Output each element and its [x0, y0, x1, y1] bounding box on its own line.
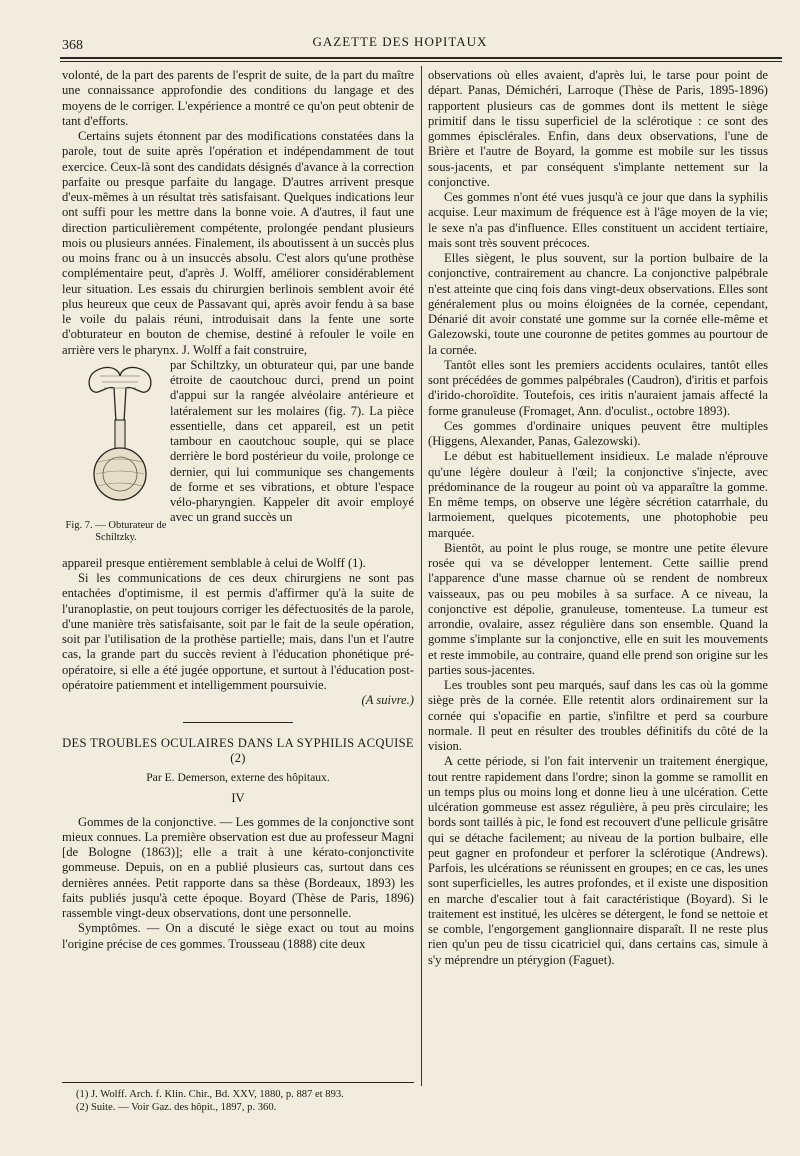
- footnotes: [62, 1088, 414, 1114]
- paragraph: Le début est habituellement insidieux. Le malade n'éprouve qu'une légère douleur à l'œil; la conjonctive s'injecte, avec prédominance de la rougeur au point où va apparaître la gomme. En même temps, on observe une légère sécrétion catarrhale, du larmoiement, quelques picotements, une photophobie peu marquée.: [428, 449, 768, 540]
- section-numeral: IV: [231, 791, 245, 806]
- paragraph: observations où elles avaient, d'après lui, le tarse pour point de départ. Panas, Démichéri, Larroque (Thèse de Paris, 1895-1896) rapportent plusieurs cas de gommes dont ils mettent le siège primitif dans le tissu superficiel de la sclérotique : ce sont des gommes épisclérales. Enfin, dans deux observations, l'une de Brière et l'autre de Boyard, la gomme est mobile sur les tissus sous-jacents, et par conséquent s'implante nettement sur la conjonctive.: [428, 68, 768, 189]
- paragraph: Les troubles sont peu marqués, sauf dans les cas où la gomme siège près de la cornée. Elle retentit alors ordinairement sur la cornée qui s'opacifie en partie, s'infiltre et perd sa courbure normale. Il peut en résulter des troubles définitifs du côté de la vision.: [428, 678, 768, 753]
- footnote-rule: [62, 1082, 414, 1083]
- running-title: GAZETTE DES HOPITAUX: [312, 34, 488, 49]
- figure-caption: Fig. 7. — Obturateur de Schiltzky.: [65, 519, 167, 543]
- continued-note: (A suivre.): [361, 693, 414, 707]
- paragraph: Ces gommes d'ordinaire uniques peuvent être multiples (Higgens, Alexander, Panas, Galezowski).: [428, 418, 768, 448]
- paragraph: Gommes de la conjonctive. — Les gommes de la conjonctive sont mieux connues. La première observation est due au professeur Magni [de Bologne (1863)]; elle a trait à une kérato-conjonctivite gommeuse. Depuis, on en a publié plusieurs cas, surtout dans ces dernières années. Petit rapporte dans sa thèse (Bordeaux, 1893) les faits publiés jusqu'à cette époque. Boyard (Thèse de Paris, 1896) rassemble vingt-deux observations, dont une personnelle.: [62, 814, 414, 920]
- header-rule-thin: [60, 61, 782, 62]
- paragraph: Symptômes. — On a discuté le siège exact ou tout au moins l'origine précise de ces gommes. Trousseau (1888) cite deux: [62, 921, 414, 951]
- figure-side-text: [170, 358, 414, 556]
- header-rule: [60, 57, 782, 59]
- obturator-illustration: [80, 362, 160, 512]
- paragraph: Elles siègent, le plus souvent, sur la portion bulbaire de la conjonctive, contrairement au chancre. La conjonctive palpébrale n'est atteinte que cinq fois dans vingt-deux observations. Elles sont généralement plus ou moins éloignées de la cornée, cependant, Dénarié dit avoir constaté une gomme sur la cornée elle-même et Galezowski, toute une couronne de petites gommes au pourtour de la cornée.: [428, 251, 768, 357]
- paragraph: Si les communications de ces deux chirurgiens ne sont pas entachées d'optimisme, il est permis d'affirmer qu'à la suite de l'uranoplastie, on peut toujours corriger les défectuosités de la parole, d'une manière très satisfaisante, soit par le fait de la seule opération, soit par l'utilisation de la prothèse partielle; mais, dans l'un et l'autre cas, la grande part du succès revient à l'éducation phonétique pré-opératoire, si elle a été jugée opportune, et surtout à l'éducation post-opératoire patiemment et intelligemment poursuivie.: [62, 571, 414, 692]
- paragraph: Tantôt elles sont les premiers accidents oculaires, tantôt elles sont précédées de gommes palpébrales (Caudron), d'iritis et parfois d'irido-choroïdite. Toutefois, ces iritis n'auraient jamais affecté la forme granuleuse (Fromaget, Ann. d'oculist., octobre 1893).: [428, 357, 768, 418]
- byline: Par E. Demerson, externe des hôpitaux.: [146, 771, 330, 784]
- paragraph: A cette période, si l'on fait intervenir un traitement énergique, tout rentre rapidement dans l'ordre; sinon la gomme se ramollit en un temps plus ou moins long et donne lieu à une ulcération. Cette ulcération gommeuse est assez régulière, à peu près circulaire; les bords sont taillés à pic, le fond est recouvert d'une pellicule grisâtre qui se détache facilement; au niveau de la portion bulbaire, elle peut gagner en profondeur et perforer la sclérotique (Andrews). Parfois, les ulcérations se réunissent en groupes; en ce cas, les unes sont superficielles, les autres profondes, et il existe une disposition en marche d'escalier tout à fait caractéristique (Boyard). Si le traitement est institué, les ulcères se détergent, le fond se nettoie et se comble, l'engorgement ganglionnaire disparaît. Il ne reste plus rien qu'un peu de tissu cicatriciel qui, dans certains cas, simule à s'y méprendre un ptérygion (Faguet).: [428, 754, 768, 967]
- article-title: DES TROUBLES OCULAIRES DANS LA SYPHILIS ACQUISE (2): [62, 735, 414, 765]
- separator-ornament: [62, 714, 414, 729]
- figure-block: [62, 358, 414, 556]
- paragraph: appareil presque entièrement semblable à celui de Wolff (1).: [62, 555, 366, 570]
- footnote: (2) Suite. — Voir Gaz. des hôpit., 1897, p. 360.: [76, 1102, 277, 1114]
- paragraph: Ces gommes n'ont été vues jusqu'à ce jour que dans la syphilis acquise. Leur maximum de fréquence est à l'âge moyen de la vie; le sexe n'a pas d'influence. Elles constituent un accident tertiaire, mais sont très souvent précoces.: [428, 190, 768, 250]
- left-column: [62, 68, 414, 952]
- right-column: [428, 68, 768, 968]
- footnote: (1) J. Wolff. Arch. f. Klin. Chir., Bd. XXV, 1880, p. 887 et 893.: [76, 1089, 344, 1100]
- column-divider: [421, 66, 422, 1086]
- paragraph: Certains sujets étonnent par des modifications constatées dans la parole, tout de suite après l'opération et indépendamment de tout exercice. Ceux-là sont des candidats désignés d'avance à la correction parfaite ou presque parfaite du langage. D'autres arrivent presque d'eux-mêmes à un résultat très satisfaisant. Quelques indications leur ont suffi pour les mettre dans la bonne voie. A d'autres, il faut une direction particulièrement compétente, prolongée pendant plusieurs mois ou plusieurs années. Finalement, ils aboutissent à un succès plus ou moins franc ou à un insuccès absolu. C'est alors qu'une prothèse complémentaire peut, d'après J. Wolff, améliorer considérablement leur situation. Les essais du chirurgien berlinois semblent avoir été plus heureux que ceux de Passavant qui, après avoir fendu à sa base le voile du palais réuni, introduisait dans la fente une sorte d'obturateur en bouton de chemise, destiné à refouler le voile en arrière vers le pharynx. J. Wolff a fait construire,: [62, 129, 414, 357]
- paragraph: par Schiltzky, un obturateur qui, par une bande étroite de caoutchouc durci, prend un point d'appui sur la rangée alvéolaire antérieure et latéralement sur les molaires (fig. 7). La pièce essentielle, dans cet appareil, est un petit tambour en caoutchouc souple, qui se place derrière le bord postérieur du voile, prolonge ce dernier, qui lui communique ses changements de forme et ses vibrations, et obture l'espace vélo-pharyngien. Kappeler dit avoir employé avec un grand succès un: [170, 357, 414, 525]
- paragraph: volonté, de la part des parents de l'esprit de suite, de la part du maître une connaissance approfondie des conditions du langage et des moyens de le corriger. L'expérience a montré ce qu'on peut obtenir de tant d'efforts.: [62, 68, 414, 128]
- figure: [62, 358, 170, 556]
- paragraph: Bientôt, au point le plus rouge, se montre une petite élevure rosée qui va se développer lentement. Cette saillie prend l'apparence d'une masse charnue où se rendent de nombreux vaisseaux, pas ou peu mobiles à sa surface. A ce niveau, la conjonctive est dépolie, granuleuse, tomenteuse. La tumeur est arrondie, ovalaire, assez régulière dans son ensemble. Quand la gomme s'implante sur la conjonctive, elle en suit les mouvements et reste immobile, au contraire, quand elle prend son origine sur les parties sous-jacentes.: [428, 540, 768, 677]
- page-number: 368: [62, 38, 83, 53]
